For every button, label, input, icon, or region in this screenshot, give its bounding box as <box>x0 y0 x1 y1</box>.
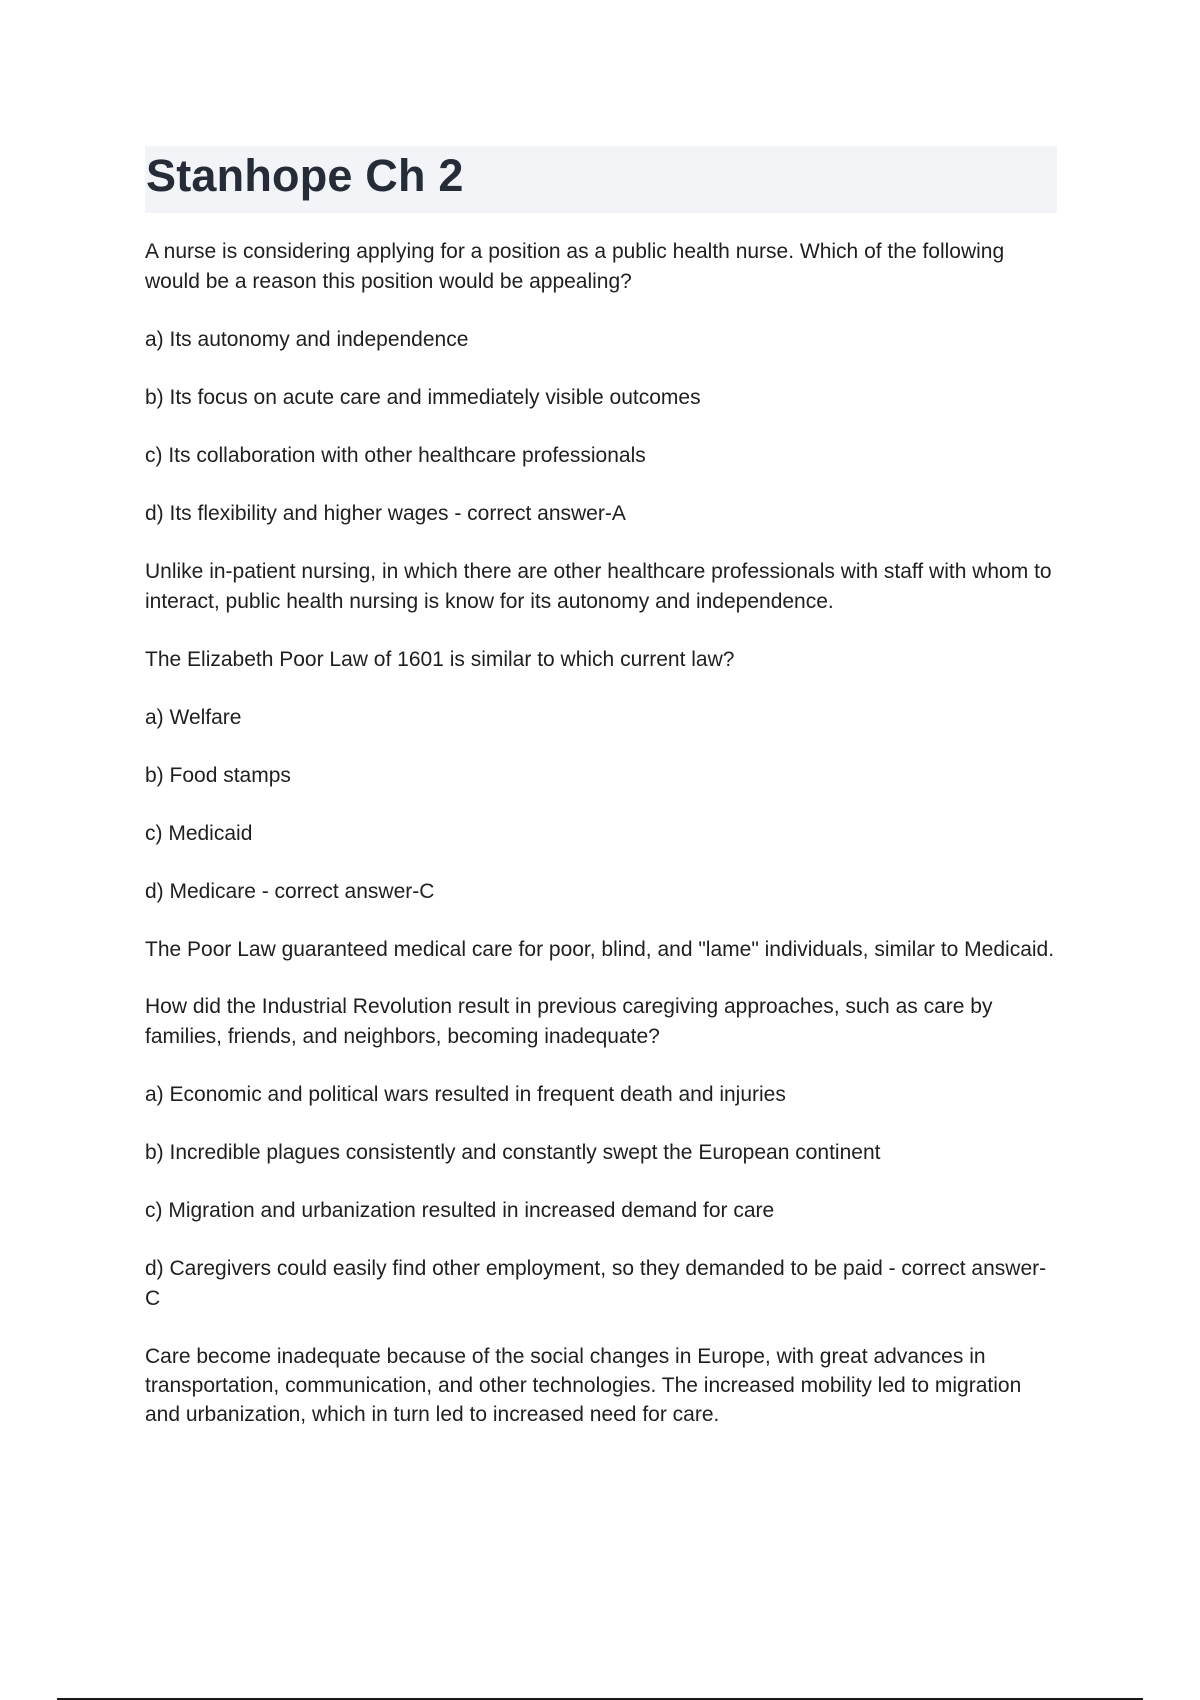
page-title: Stanhope Ch 2 <box>146 150 464 201</box>
question-2-stem: The Elizabeth Poor Law of 1601 is similar to which current law? <box>145 648 735 671</box>
question-3-rationale: Care become inadequate because of the social changes in Europe, with great advances in transportation, communication, and other technologies. The increased mobility led to migration and urbanization, which in turn led to increased need for care. <box>145 1345 1022 1426</box>
question-1-option-a: a) Its autonomy and independence <box>145 328 469 351</box>
question-2-option-a: a) Welfare <box>145 706 242 729</box>
question-1-option-c: c) Its collaboration with other healthcare professionals <box>145 444 646 467</box>
question-3-option-a: a) Economic and political wars resulted in frequent death and injuries <box>145 1083 786 1106</box>
question-1-rationale: Unlike in-patient nursing, in which there are other healthcare professionals with staff with whom to interact, public health nursing is know for its autonomy and independence. <box>145 560 1052 613</box>
question-3-option-d: d) Caregivers could easily find other employment, so they demanded to be paid - correct answer-C <box>145 1257 1047 1310</box>
document-page <box>145 146 1057 1457</box>
question-1-option-d: d) Its flexibility and higher wages - correct answer-A <box>145 502 626 525</box>
question-2-rationale: The Poor Law guaranteed medical care for poor, blind, and "lame" individuals, similar to Medicaid. <box>145 938 1055 961</box>
question-2-option-b: b) Food stamps <box>145 764 291 787</box>
question-2-option-d: d) Medicare - correct answer-C <box>145 880 435 903</box>
question-1-option-b: b) Its focus on acute care and immediately visible outcomes <box>145 386 701 409</box>
question-3-stem: How did the Industrial Revolution result in previous caregiving approaches, such as care by families, friends, and neighbors, becoming inadequate? <box>145 995 993 1048</box>
question-1-stem: A nurse is considering applying for a position as a public health nurse. Which of the following would be a reason this position would be appealing? <box>145 240 1005 293</box>
question-2-option-c: c) Medicaid <box>145 822 253 845</box>
title-banner <box>145 146 1057 213</box>
question-3-option-b: b) Incredible plagues consistently and constantly swept the European continent <box>145 1141 881 1164</box>
question-3-option-c: c) Migration and urbanization resulted in increased demand for care <box>145 1199 775 1222</box>
